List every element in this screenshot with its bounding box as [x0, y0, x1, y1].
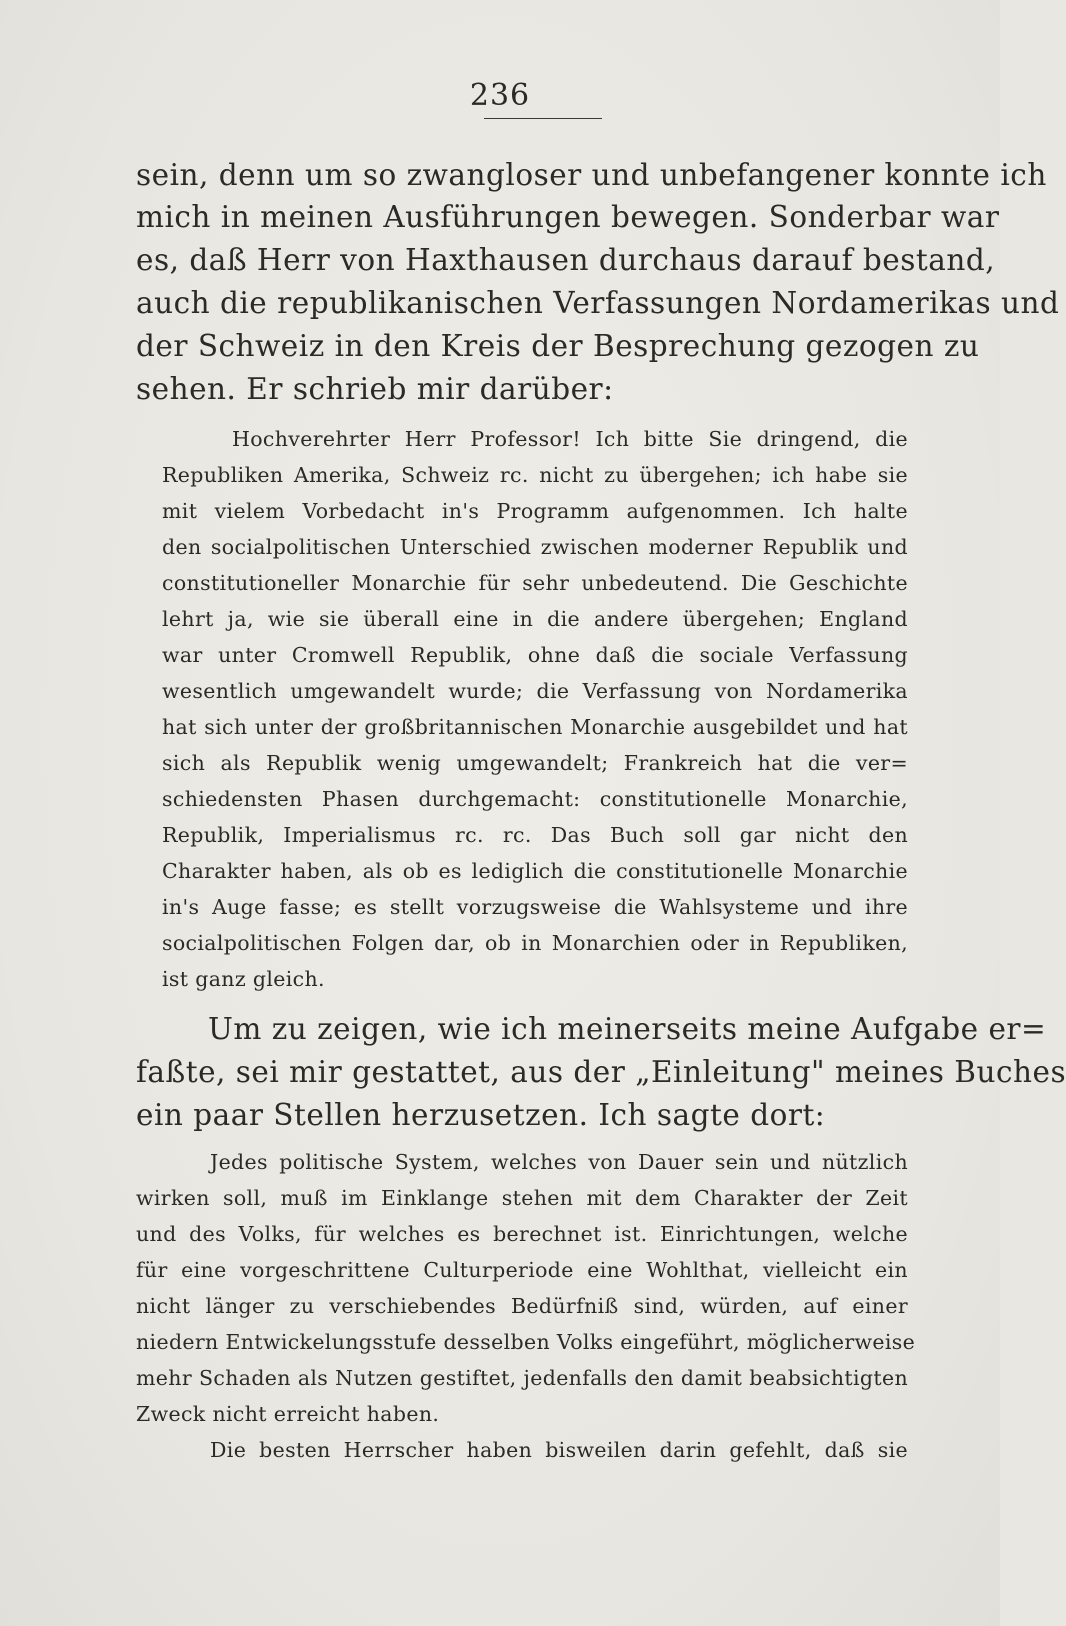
text-line: war unter Cromwell Republik, ohne daß die sociale Verfassung: [162, 643, 908, 667]
text-line: niedern Entwickelungsstufe desselben Volks eingeführt, möglicherweise: [136, 1330, 916, 1354]
text-line: es, daß Herr von Haxthausen durchaus darauf bestand,: [136, 243, 996, 277]
text-line: wirken soll, muß im Einklange stehen mit dem Charakter der Zeit: [136, 1186, 908, 1210]
text-line: constitutioneller Monarchie für sehr unbedeutend. Die Geschichte: [162, 571, 908, 595]
text-line: nicht länger zu verschiebendes Bedürfniß sind, würden, auf einer: [136, 1294, 908, 1318]
text-line: mich in meinen Ausführungen bewegen. Sonderbar war: [136, 200, 1000, 234]
page-number: 236: [469, 78, 531, 113]
text-line: sich als Republik wenig umgewandelt; Frankreich hat die ver=: [162, 751, 908, 775]
text-line: socialpolitischen Folgen dar, ob in Monarchien oder in Republiken,: [162, 931, 908, 955]
text-line: Hochverehrter Herr Professor! Ich bitte Sie dringend, die: [232, 427, 908, 451]
text-line: Die besten Herrscher haben bisweilen darin gefehlt, daß sie: [210, 1438, 908, 1462]
text-line: Republiken Amerika, Schweiz rc. nicht zu übergehen; ich habe sie: [162, 463, 908, 487]
text-line: Um zu zeigen, wie ich meinerseits meine Aufgabe er=: [208, 1012, 1047, 1046]
text-line: den socialpolitischen Unterschied zwischen moderner Republik und: [162, 535, 908, 559]
text-line: sein, denn um so zwangloser und unbefangener konnte ich: [136, 158, 1047, 192]
text-line: Charakter haben, als ob es lediglich die constitutionelle Monarchie: [162, 859, 908, 883]
text-line: faßte, sei mir gestattet, aus der „Einleitung" meines Buches: [136, 1055, 1066, 1089]
header-rule: [484, 118, 602, 119]
text-line: sehen. Er schrieb mir darüber:: [136, 372, 614, 406]
text-line: auch die republikanischen Verfassungen Nordamerikas und: [136, 286, 1060, 320]
text-line: wesentlich umgewandelt wurde; die Verfassung von Nordamerika: [162, 679, 908, 703]
text-line: mit vielem Vorbedacht in's Programm aufgenommen. Ich halte: [162, 499, 908, 523]
text-line: in's Auge fasse; es stellt vorzugsweise die Wahlsysteme und ihre: [162, 895, 908, 919]
text-line: schiedensten Phasen durchgemacht: constitutionelle Monarchie,: [162, 787, 908, 811]
text-line: Jedes politische System, welches von Dauer sein und nützlich: [210, 1150, 908, 1174]
text-line: für eine vorgeschrittene Culturperiode eine Wohlthat, vielleicht ein: [136, 1258, 908, 1282]
text-line: der Schweiz in den Kreis der Besprechung gezogen zu: [136, 329, 980, 363]
text-line: lehrt ja, wie sie überall eine in die andere übergehen; England: [162, 607, 908, 631]
text-line: mehr Schaden als Nutzen gestiftet, jedenfalls den damit beabsichtigten: [136, 1366, 908, 1390]
text-line: Republik, Imperialismus rc. rc. Das Buch soll gar nicht den: [162, 823, 908, 847]
text-line: und des Volks, für welches es berechnet ist. Einrichtungen, welche: [136, 1222, 908, 1246]
text-line: hat sich unter der großbritannischen Monarchie ausgebildet und hat: [162, 715, 908, 739]
text-line: ist ganz gleich.: [162, 967, 325, 991]
text-line: ein paar Stellen herzusetzen. Ich sagte dort:: [136, 1098, 826, 1132]
text-line: Zweck nicht erreicht haben.: [136, 1402, 440, 1426]
